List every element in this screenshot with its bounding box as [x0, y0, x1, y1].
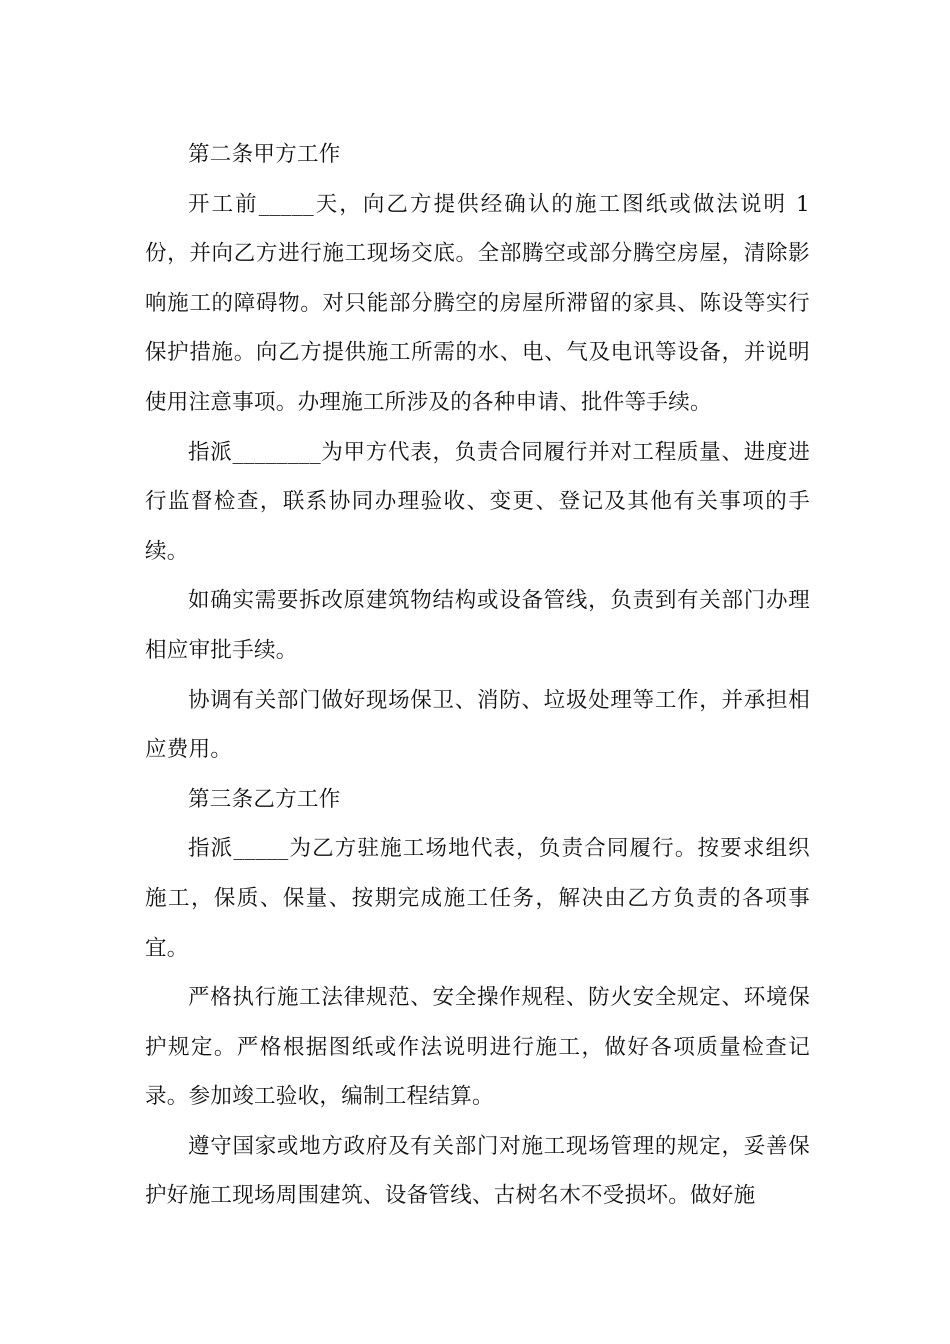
paragraph: 遵守国家或地方政府及有关部门对施工现场管理的规定，妥善保护好施工现场周围建筑、设备管线、古树名木不受损坏。做好施: [145, 1133, 810, 1209]
paragraph: 如确实需要拆改原建筑物结构或设备管线，负责到有关部门办理相应审批手续。: [145, 588, 810, 663]
paragraph: 开工前_____天，向乙方提供经确认的施工图纸或做法说明 1 份，并向乙方进行施工现场交底。全部腾空或部分腾空房屋，清除影响施工的障碍物。对只能部分腾空的房屋所滞留的家具、陈设等实行保护措施。向乙方提供施工所需的水、电、气及电讯等设备，并说明使用注意事项。办理施工所涉及的各种申请、批件等手续。: [145, 191, 818, 415]
paragraph: 指派_____为乙方驻施工场地代表，负责合同履行。按要求组织施工，保质、保量、按期完成施工任务，解决由乙方负责的各项事宜。: [145, 836, 810, 961]
section-heading-party-b: 第三条乙方工作: [188, 786, 341, 812]
paragraph: 严格执行施工法律规范、安全操作规程、防火安全规定、环境保护规定。严格根据图纸或作法说明进行施工，做好各项质量检查记录。参加竣工验收，编制工程结算。: [145, 985, 810, 1110]
section-heading-party-a: 第二条甲方工作: [188, 142, 341, 167]
paragraph: 指派________为甲方代表，负责合同履行并对工程质量、进度进行监督检查，联系协同办理验收、变更、登记及其他有关事项的手续。: [145, 439, 810, 564]
paragraph: 协调有关部门做好现场保卫、消防、垃圾处理等工作，并承担相应费用。: [145, 687, 810, 763]
document-body: [145, 130, 818, 1221]
